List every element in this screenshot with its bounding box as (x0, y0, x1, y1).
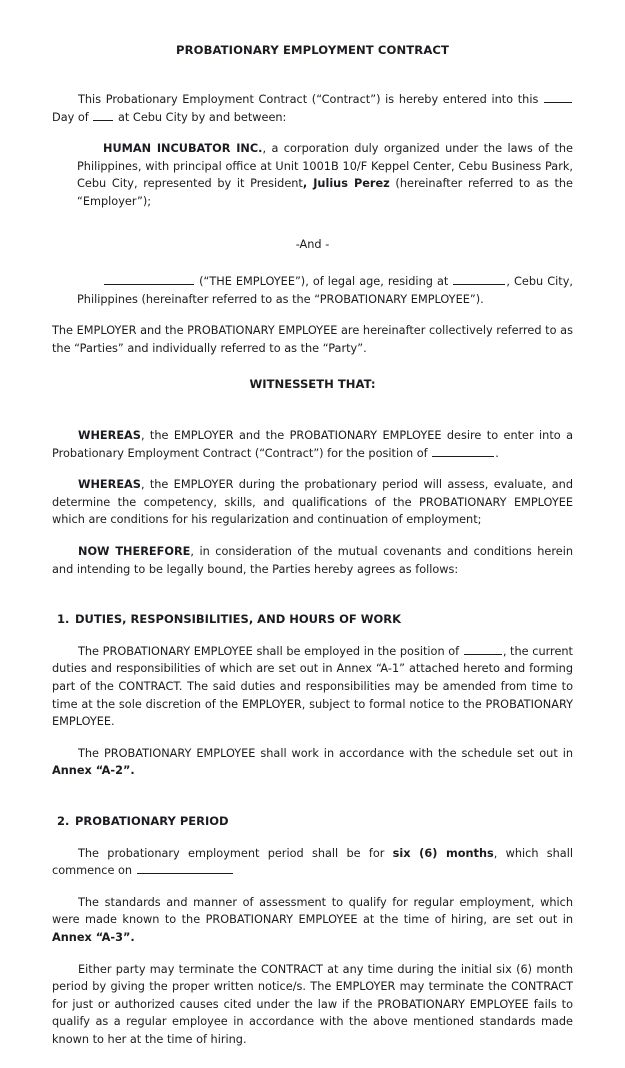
intro-tail-text: at Cebu City by and between: (117, 110, 287, 124)
spacer (52, 947, 573, 961)
employee-details-text: (“THE EMPLOYEE”), of legal age, residing at (199, 275, 449, 289)
employee-name-blank[interactable] (104, 273, 194, 285)
spacer (52, 462, 573, 476)
clause-2-p1-text: The probationary employment period shall be for (78, 846, 393, 860)
employer-company-name: HUMAN INCUBATOR INC. (103, 142, 263, 156)
clause-2-p1-tail: , which shall commence on (52, 846, 574, 878)
employer-closing-text: (hereinafter referred to as the “Employer”); (77, 177, 573, 208)
recital-2-text: , the EMPLOYER during the probationary period will assess, evaluate, and determine the competency, skills, and qualifications of the PROBATIONARY EMPLOYEE which are conditions for his regularization and continuation of employment; (52, 478, 573, 527)
spacer (52, 880, 573, 894)
spacer (52, 357, 573, 376)
clause-1-paragraph-1 (52, 643, 573, 731)
recital-2-lead: WHEREAS (78, 478, 141, 492)
spacer (52, 831, 573, 845)
clause-1-p1-text: The PROBATIONARY EMPLOYEE shall be employed in the position of (78, 644, 460, 658)
witnesseth-heading: WITNESSETH THAT: (249, 377, 376, 392)
spacer (52, 308, 573, 322)
recital-3-lead: NOW THEREFORE (78, 545, 191, 558)
date-day-blank[interactable] (544, 91, 572, 103)
employee-closing-text: , Cebu City, Philippines (hereinafter referred to as the “PROBATIONARY EMPLOYEE”). (77, 275, 573, 306)
employer-president-name: , Julius Perez (302, 177, 390, 191)
clause-1-heading (57, 611, 573, 629)
recital-whereas-1 (52, 427, 573, 462)
clause-2-p2-text: The standards and manner of assessment to qualify for regular employment, which were made known to the PROBATIONARY EMPLOYEE at the time of hiring, are set out in (52, 895, 573, 927)
spacer (52, 731, 573, 745)
annex-a2-reference: Annex “A-2”. (52, 764, 135, 778)
clause-2-paragraph-2 (52, 894, 573, 947)
recital-1-text: , the EMPLOYER and the PROBATIONARY EMPLOYEE desire to enter into a Probationary Employment Contract (“Contract”) for the position of (52, 429, 573, 460)
probation-duration: six (6) months (392, 846, 494, 860)
employee-address-blank[interactable] (453, 273, 505, 285)
clause-2-title: PROBATIONARY PERIOD (75, 813, 229, 828)
page-title: PROBATIONARY EMPLOYMENT CONTRACT (175, 43, 450, 57)
recital-now-therefore (52, 543, 573, 578)
commencement-date-blank[interactable] (137, 862, 233, 874)
clause-1-title: DUTIES, RESPONSIBILITIES, AND HOURS OF WORK (75, 612, 402, 627)
intro-mid-text: Day of (52, 110, 89, 124)
recital-whereas-2 (52, 476, 573, 529)
spacer (52, 126, 573, 140)
parties-paragraph: The EMPLOYER and the PROBATIONARY EMPLOYEE are hereinafter collectively referred to as the “Parties” and individually referred to as the “Party”. (52, 324, 573, 355)
recital-1-lead: WHEREAS (78, 429, 141, 443)
clause-1-paragraph-2 (52, 745, 573, 780)
clause-2-number: 2. (57, 813, 70, 828)
annex-a3-reference: Annex “A-3”. (52, 930, 135, 944)
intro-lead-text: This Probationary Employment Contract (“Contract”) is hereby entered into this (78, 92, 539, 106)
spacer (52, 780, 573, 813)
position-blank-clause-1[interactable] (464, 643, 502, 655)
spacer (52, 529, 573, 543)
spacer (52, 578, 573, 611)
clause-2-paragraph-3: Either party may terminate the CONTRACT at any time during the initial six (6) month period by giving the proper written notice/s. The EMPLOYER may terminate the CONTRACT for just or authorized causes cited under the law if the PROBATIONARY EMPLOYEE fails to qualify as a regular employee in accordance with the above mentioned standards made known to her at the time of hiring. (52, 962, 573, 1046)
spacer (52, 58, 573, 91)
spacer (52, 629, 573, 643)
clause-1-p1-tail: , the current duties and responsibilities of which are set out in Annex “A-1” attached hereto and forming part of the CONTRACT. The said duties and responsibilities may be amended from time to time at the sole discretion of the EMPLOYER, subject to formal notice to the PROBATIONARY EMPLOYEE. (52, 644, 573, 729)
clause-2-heading (57, 813, 573, 831)
clause-2-paragraph-1 (52, 845, 573, 880)
spacer (52, 254, 573, 273)
clause-1-number: 1. (57, 612, 70, 627)
recital-1-tail: . (495, 446, 499, 460)
date-month-blank[interactable] (93, 109, 113, 121)
clause-1-p2-text: The PROBATIONARY EMPLOYEE shall work in accordance with the schedule set out in (78, 746, 573, 760)
document-page (0, 44, 625, 1068)
employer-party-paragraph (77, 140, 573, 210)
and-separator: -And - (295, 238, 330, 252)
recital-3-text: , in consideration of the mutual covenants and conditions herein and intending to be legally bound, the Parties hereby agrees as follows: (52, 545, 574, 576)
position-blank-recital[interactable] (432, 445, 494, 457)
intro-paragraph (52, 91, 573, 126)
employer-details-text: , a corporation duly organized under the laws of the Philippines, with principal office at Unit 1001B 10/F Keppel Center, Cebu Business Park, Cebu City, represented by it President (77, 142, 574, 191)
spacer (52, 210, 573, 236)
employee-party-paragraph (77, 273, 573, 308)
spacer (52, 394, 573, 427)
